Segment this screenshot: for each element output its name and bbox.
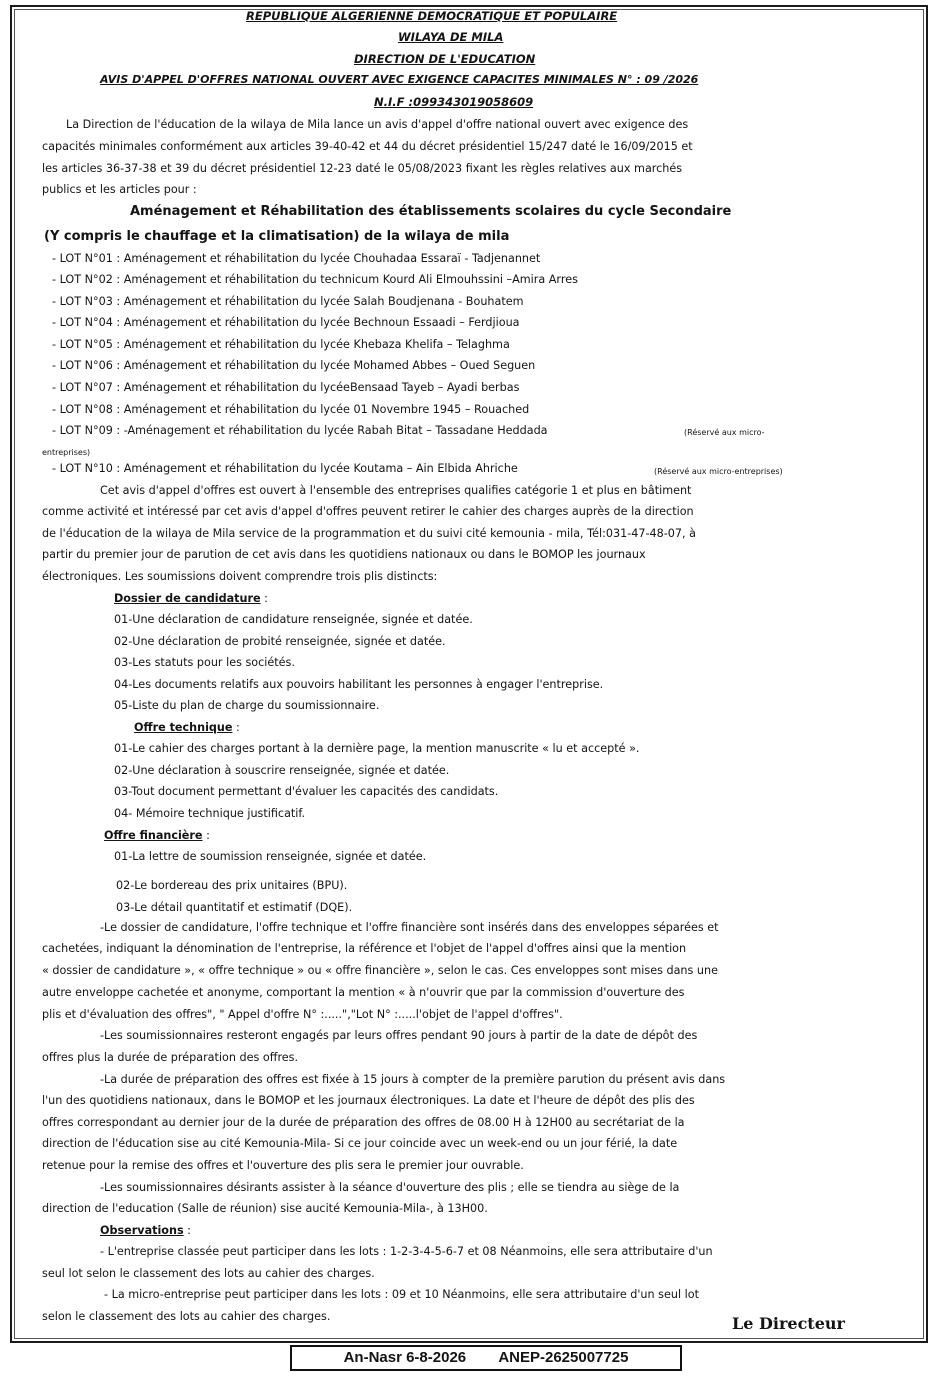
lot-item: - LOT N°07 : Aménagement et réhabilitation du lycéeBensaad Tayeb – Ayadi berbas bbox=[52, 381, 520, 394]
technique-heading-colon: : bbox=[232, 721, 240, 734]
technique-item: 03-Tout document permettant d'évaluer les capacités des candidats. bbox=[114, 785, 499, 798]
body-line: l'un des quotidiens nationaux, dans le BOMOP et les journaux électroniques. La date et l'heure de dépôt des plis des bbox=[42, 1094, 695, 1107]
technique-heading bbox=[134, 721, 240, 735]
technique-item: 01-Le cahier des charges portant à la dernière page, la mention manuscrite « lu et accepté ». bbox=[114, 742, 640, 755]
body-line: retenue pour la remise des offres et l'ouverture des plis sera le premier jour ouvrable. bbox=[42, 1159, 524, 1172]
dossier-item: 01-Une déclaration de candidature renseignée, signée et datée. bbox=[114, 613, 473, 626]
eligibility-line: partir du premier jour de parution de cet avis dans les quotidiens nationaux ou dans le BOMOP les journaux bbox=[42, 548, 646, 561]
dossier-heading-colon: : bbox=[260, 592, 268, 605]
body-line: -Les soumissionnaires désirants assister à la séance d'ouverture des plis ; elle se tiendra au siège de la bbox=[100, 1181, 680, 1194]
body-line: -Le dossier de candidature, l'offre technique et l'offre financière sont insérés dans des enveloppes séparées et bbox=[100, 921, 719, 934]
body-line: cachetées, indiquant la dénomination de l'entreprise, la référence et l'objet de l'appel d'offres ainsi que la mention bbox=[42, 942, 687, 955]
observations-heading bbox=[100, 1224, 191, 1238]
observation-line: - L'entreprise classée peut participer dans les lots : 1-2-3-4-5-6-7 et 08 Néanmoins, elle sera attributaire d'un bbox=[100, 1245, 713, 1258]
lot-reserved-note: (Réservé aux micro- bbox=[684, 428, 765, 437]
technique-heading-label: Offre technique bbox=[134, 721, 233, 734]
body-line: offres plus la durée de préparation des offres. bbox=[42, 1051, 299, 1064]
avis-heading: AVIS D'APPEL D'OFFRES NATIONAL OUVERT AVEC EXIGENCE CAPACITES MINIMALES N° : 09 /2026 bbox=[100, 73, 699, 86]
direction-heading: DIRECTION DE L'EDUCATION bbox=[354, 52, 536, 66]
dossier-item: 04-Les documents relatifs aux pouvoirs habilitant les personnes à engager l'entreprise. bbox=[114, 678, 604, 691]
body-line: plis et d'évaluation des offres", " Appel d'offre N° :.....","Lot N° :.....l'objet de l'appel d'offres". bbox=[42, 1008, 563, 1021]
intro-line: les articles 36-37-38 et 39 du décret présidentiel 12-23 daté le 05/08/2023 fixant les règles relatives aux marchés bbox=[42, 162, 683, 175]
lot-item: - LOT N°09 : -Aménagement et réhabilitation du lycée Rabah Bitat – Tassadane Heddada bbox=[52, 424, 548, 437]
body-line: -Les soumissionnaires resteront engagés par leurs offres pendant 90 jours à partir de la date de dépôt des bbox=[100, 1029, 698, 1042]
financiere-heading bbox=[104, 829, 210, 843]
body-line: direction de l'éducation sise au cité Kemounia-Mila- Si ce jour coincide avec un week-end ou un jour férié, la date bbox=[42, 1137, 678, 1150]
body-line: autre enveloppe cachetée et anonyme, comportant la mention « à n'ouvrir que par la commission d'ouverture des bbox=[42, 986, 685, 999]
intro-line: publics et les articles pour : bbox=[42, 183, 197, 196]
lot-item: - LOT N°03 : Aménagement et réhabilitation du lycée Salah Boudjenana - Bouhatem bbox=[52, 295, 524, 308]
lot-item: - LOT N°01 : Aménagement et réhabilitation du lycée Chouhadaa Essaraï - Tadjenannet bbox=[52, 252, 541, 265]
lot-item: - LOT N°08 : Aménagement et réhabilitation du lycée 01 Novembre 1945 – Rouached bbox=[52, 403, 530, 416]
technique-item: 02-Une déclaration à souscrire renseignée, signée et datée. bbox=[114, 764, 450, 777]
eligibility-line: de l'éducation de la wilaya de Mila service de la programmation et du suivi cité kemounia - mila, Tél:031-47-48-07, à bbox=[42, 527, 696, 540]
dossier-item: 03-Les statuts pour les sociétés. bbox=[114, 656, 295, 669]
dossier-item: 05-Liste du plan de charge du soumissionnaire. bbox=[114, 699, 380, 712]
intro-line: La Direction de l'éducation de la wilaya de Mila lance un avis d'appel d'offre national ouvert avec exigence des bbox=[66, 118, 689, 131]
wilaya-heading: WILAYA DE MILA bbox=[398, 30, 504, 44]
republic-heading: REPUBLIQUE ALGERIENNE DEMOCRATIQUE ET POPULAIRE bbox=[246, 9, 618, 23]
lot-item: - LOT N°02 : Aménagement et réhabilitation du technicum Kourd Ali Elmouhssini –Amira Arres bbox=[52, 273, 578, 286]
observations-heading-label: Observations bbox=[100, 1224, 184, 1237]
project-title: Aménagement et Réhabilitation des établissements scolaires du cycle Secondaire bbox=[130, 204, 732, 219]
financiere-item: 03-Le détail quantitatif et estimatif (DQE). bbox=[116, 901, 353, 914]
dossier-item: 02-Une déclaration de probité renseignée, signée et datée. bbox=[114, 635, 446, 648]
intro-line: capacités minimales conformément aux articles 39-40-42 et 44 du décret présidentiel 15/247 daté le 16/09/2015 et bbox=[42, 140, 693, 153]
project-subtitle: (Y compris le chauffage et la climatisation) de la wilaya de mila bbox=[44, 229, 510, 244]
newspaper-date: An-Nasr 6-8-2026 bbox=[343, 1349, 467, 1366]
eligibility-line: Cet avis d'appel d'offres est ouvert à l'ensemble des entreprises qualifies catégorie 1 et plus en bâtiment bbox=[100, 484, 692, 497]
body-line: offres correspondant au dernier jour de la durée de préparation des offres de 08.00 H à 12H00 au secrétariat de la bbox=[42, 1116, 685, 1129]
financiere-item: 02-Le bordereau des prix unitaires (BPU). bbox=[116, 879, 348, 892]
eligibility-line: électroniques. Les soumissions doivent comprendre trois plis distincts: bbox=[42, 570, 438, 583]
body-line: direction de l'education (Salle de réunion) sise aucité Kemounia-Mila-, à 13H00. bbox=[42, 1202, 488, 1215]
lot-item: - LOT N°10 : Aménagement et réhabilitation du lycée Koutama – Ain Elbida Ahriche bbox=[52, 462, 518, 475]
body-line: « dossier de candidature », « offre technique » ou « offre financière », selon le cas. Ces enveloppes sont mises dans une bbox=[42, 964, 718, 977]
lot-item: - LOT N°05 : Aménagement et réhabilitation du lycée Khebaza Khelifa – Telaghma bbox=[52, 338, 510, 351]
anep-reference: ANEP-2625007725 bbox=[498, 1349, 629, 1366]
observation-line: - La micro-entreprise peut participer dans les lots : 09 et 10 Néanmoins, elle sera attributaire d'un seul lot bbox=[104, 1288, 699, 1301]
dossier-heading bbox=[114, 592, 268, 606]
technique-item: 04- Mémoire technique justificatif. bbox=[114, 807, 306, 820]
observation-line: seul lot selon le classement des lots au cahier des charges. bbox=[42, 1267, 375, 1280]
nif-heading: N.I.F :099343019058609 bbox=[374, 95, 534, 109]
signature-label: Le Directeur bbox=[732, 1314, 845, 1333]
lot-reserved-note: entreprises) bbox=[42, 448, 91, 457]
eligibility-line: comme activité et intéressé par cet avis d'appel d'offres peuvent retirer le cahier des charges auprès de la direction bbox=[42, 505, 694, 518]
publication-footer bbox=[290, 1345, 682, 1371]
body-line: -La durée de préparation des offres est fixée à 15 jours à compter de la première parution du présent avis dans bbox=[100, 1073, 726, 1086]
observation-line: selon le classement des lots au cahier des charges. bbox=[42, 1310, 331, 1323]
dossier-heading-label: Dossier de candidature bbox=[114, 592, 261, 605]
financiere-heading-label: Offre financière bbox=[104, 829, 203, 842]
lot-item: - LOT N°06 : Aménagement et réhabilitation du lycée Mohamed Abbes – Oued Seguen bbox=[52, 359, 536, 372]
financiere-item: 01-La lettre de soumission renseignée, signée et datée. bbox=[114, 850, 427, 863]
lot-item: - LOT N°04 : Aménagement et réhabilitation du lycée Bechnoun Essaadi – Ferdjioua bbox=[52, 316, 520, 329]
financiere-heading-colon: : bbox=[202, 829, 210, 842]
observations-heading-colon: : bbox=[183, 1224, 191, 1237]
lot-reserved-note: (Réservé aux micro-entreprises) bbox=[654, 467, 783, 476]
